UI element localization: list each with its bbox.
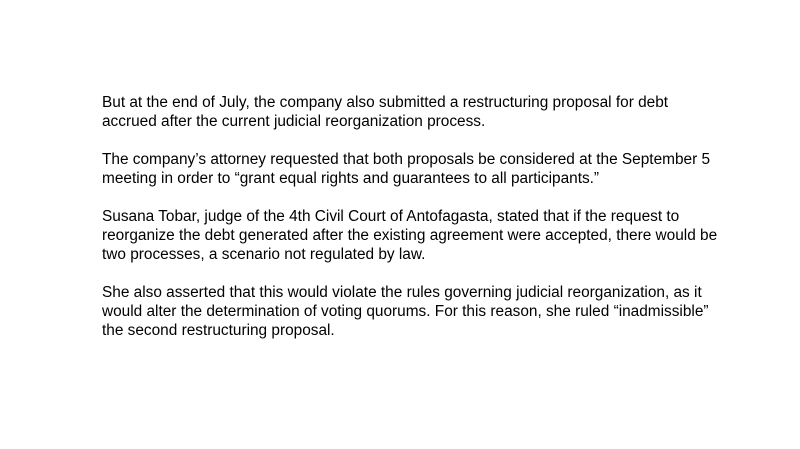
paragraph-2: The company’s attorney requested that both proposals be considered at the September 5 meeting in order to “grant equal rights and guarantees to all participants.” [102, 151, 711, 187]
paragraph-3: Susana Tobar, judge of the 4th Civil Court of Antofagasta, stated that if the request to reorganize the debt generated after the existing agreement were accepted, there would be two processes, a scenario not regulated by law. [102, 208, 718, 263]
article-body [102, 93, 722, 340]
paragraph-4: She also asserted that this would violate the rules governing judicial reorganization, as it would alter the determination of voting quorums. For this reason, she ruled “inadmissible” the second restructuring proposal. [102, 284, 709, 339]
paragraph-1: But at the end of July, the company also submitted a restructuring proposal for debt accrued after the current judicial reorganization process. [102, 94, 669, 130]
